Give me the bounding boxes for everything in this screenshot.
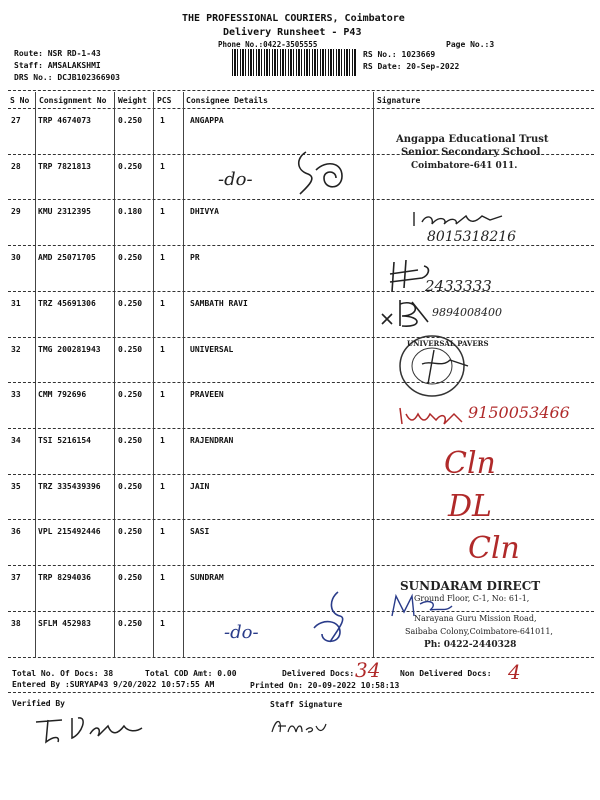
header-rule-top bbox=[8, 90, 594, 91]
col-pcs: PCS bbox=[157, 96, 172, 105]
row-weight: 0.250 bbox=[118, 435, 143, 445]
barcode bbox=[232, 49, 357, 76]
entered-by: Entered By :SURYAP43 9/20/2022 10:57:55 AM bbox=[12, 680, 215, 689]
row-weight: 0.250 bbox=[118, 116, 143, 125]
row-pcs: 1 bbox=[160, 573, 165, 582]
row-consignment: CMM 792696 bbox=[38, 390, 87, 400]
printed-on: Printed On: 20-09-2022 10:58:13 bbox=[250, 681, 400, 690]
row-weight: 0.250 bbox=[118, 527, 143, 537]
phone-33: 9150053466 bbox=[468, 403, 570, 422]
sundram-stamp-line1: SUNDARAM DIRECT bbox=[400, 579, 541, 593]
row-consignment: SFLM 452983 bbox=[38, 618, 91, 628]
row-consignment: AMD 25071705 bbox=[38, 253, 96, 263]
row-sno: 34 bbox=[11, 435, 21, 445]
col-signature: Signature bbox=[377, 96, 421, 105]
row-divider bbox=[8, 428, 594, 429]
row-consignee: RAJENDRAN bbox=[190, 435, 234, 445]
row-sno: 36 bbox=[11, 527, 21, 537]
row-sno: 27 bbox=[11, 116, 21, 125]
row-divider bbox=[8, 291, 594, 292]
row-divider bbox=[8, 519, 594, 520]
col-divider bbox=[183, 92, 184, 657]
row-sno: 30 bbox=[11, 253, 21, 263]
row-divider bbox=[8, 245, 594, 246]
row-consignee: PR bbox=[190, 253, 200, 263]
row-consignee: ANGAPPA bbox=[190, 116, 224, 125]
row-consignee: SAMBATH RAVI bbox=[190, 298, 248, 308]
universal-stamp-text: UNIVERSAL PAVERS bbox=[407, 339, 489, 348]
row-consignment: VPL 215492446 bbox=[38, 527, 101, 537]
page-number: Page No.:3 bbox=[446, 40, 495, 49]
phone-30: 2433333 bbox=[425, 277, 492, 295]
signature-28 bbox=[294, 148, 364, 198]
header-rule-bottom bbox=[8, 108, 594, 109]
row-pcs: 1 bbox=[160, 344, 165, 354]
col-sno: S No bbox=[10, 96, 30, 105]
footer-rule-bottom bbox=[8, 692, 594, 693]
delivered-count: 34 bbox=[355, 658, 381, 682]
row-pcs: 1 bbox=[160, 207, 165, 217]
staff-signature bbox=[268, 712, 328, 738]
col-consignment: Consignment No bbox=[39, 96, 107, 105]
row-pcs: 1 bbox=[160, 116, 165, 125]
row-divider bbox=[8, 337, 594, 338]
angappa-stamp-line3: Coimbatore-641 011. bbox=[411, 161, 518, 171]
footer-rule-top bbox=[8, 657, 594, 658]
row-divider bbox=[8, 382, 594, 383]
row-weight: 0.180 bbox=[118, 207, 143, 217]
rs-date: RS Date: 20-Sep-2022 bbox=[363, 62, 460, 71]
drs-number: DRS No.: DCJB102366903 bbox=[14, 73, 120, 82]
row-consignment: TMG 200281943 bbox=[38, 344, 101, 354]
row-consignee: UNIVERSAL bbox=[190, 344, 234, 354]
row-pcs: 1 bbox=[160, 481, 165, 491]
row-sno: 31 bbox=[11, 298, 21, 308]
ditto-mark-38: -do- bbox=[224, 622, 259, 643]
col-consignee: Consignee Details bbox=[186, 96, 268, 105]
row-consignee: DHIVYA bbox=[190, 207, 219, 217]
angappa-stamp-line1: Angappa Educational Trust bbox=[396, 134, 549, 145]
row-sno: 35 bbox=[11, 481, 21, 491]
row-consignment: TRP 4674073 bbox=[38, 116, 91, 125]
phone-31: 9894008400 bbox=[432, 306, 502, 319]
signature-31 bbox=[378, 294, 438, 334]
row-pcs: 1 bbox=[160, 298, 165, 308]
sundram-stamp-line2: Ground Floor, C-1, No: 61-1, bbox=[414, 594, 530, 603]
row-weight: 0.250 bbox=[118, 481, 143, 491]
signature-33 bbox=[396, 402, 476, 430]
cln-mark-34: Cln bbox=[444, 446, 496, 481]
row-divider bbox=[8, 199, 594, 200]
row-consignment: TSI 5216154 bbox=[38, 435, 91, 445]
row-consignment: TRP 8294036 bbox=[38, 573, 91, 582]
row-consignee: SASI bbox=[190, 527, 210, 537]
row-consignee: JAIN bbox=[190, 481, 210, 491]
angappa-stamp-line2: Senior Secondary School bbox=[401, 147, 541, 158]
row-consignment: TRP 7821813 bbox=[38, 161, 91, 171]
sundram-stamp-line5: Ph: 0422-2440328 bbox=[424, 640, 517, 650]
row-weight: 0.250 bbox=[118, 161, 143, 171]
row-weight: 0.250 bbox=[118, 344, 143, 354]
non-delivered-docs-label: Non Delivered Docs: bbox=[400, 669, 492, 678]
staff-name: Staff: AMSALAKSHMI bbox=[14, 61, 101, 70]
row-pcs: 1 bbox=[160, 618, 165, 628]
row-consignment: KMU 2312395 bbox=[38, 207, 91, 217]
col-divider bbox=[114, 92, 115, 657]
row-pcs: 1 bbox=[160, 161, 165, 171]
row-weight: 0.250 bbox=[118, 573, 143, 582]
verifier-signature bbox=[32, 712, 152, 746]
col-divider bbox=[373, 92, 374, 657]
col-weight: Weight bbox=[118, 96, 147, 105]
staff-signature-label: Staff Signature bbox=[270, 700, 343, 709]
row-sno: 38 bbox=[11, 618, 21, 628]
row-pcs: 1 bbox=[160, 253, 165, 263]
row-pcs: 1 bbox=[160, 527, 165, 537]
row-consignment: TRZ 335439396 bbox=[38, 481, 101, 491]
phone-29: 8015318216 bbox=[427, 229, 517, 245]
row-sno: 33 bbox=[11, 390, 21, 400]
cln-mark-36: Cln bbox=[468, 531, 520, 566]
total-docs: Total No. Of Docs: 38 bbox=[12, 669, 114, 678]
dl-mark-35: DL bbox=[448, 489, 492, 524]
row-weight: 0.250 bbox=[118, 390, 143, 400]
signature-38 bbox=[300, 588, 370, 646]
row-weight: 0.250 bbox=[118, 298, 143, 308]
col-divider bbox=[35, 92, 36, 657]
row-sno: 32 bbox=[11, 344, 21, 354]
verified-by-label: Verified By bbox=[12, 699, 65, 708]
row-consignment: TRZ 45691306 bbox=[38, 298, 96, 308]
row-consignee: PRAVEEN bbox=[190, 390, 224, 400]
row-sno: 37 bbox=[11, 573, 21, 582]
delivered-docs-label: Delivered Docs: bbox=[282, 669, 355, 678]
signature-37 bbox=[386, 590, 456, 620]
row-consignee: SUNDRAM bbox=[190, 573, 224, 582]
sundram-stamp-line3: Narayana Guru Mission Road, bbox=[414, 614, 537, 623]
phone-number: Phone No.:0422-3505555 bbox=[218, 40, 318, 49]
row-pcs: 1 bbox=[160, 435, 165, 445]
row-sno: 28 bbox=[11, 161, 21, 171]
row-weight: 0.250 bbox=[118, 618, 143, 628]
ditto-mark-28: -do- bbox=[218, 169, 253, 190]
col-divider bbox=[153, 92, 154, 657]
rs-number: RS No.: 1023669 bbox=[363, 50, 436, 59]
route: Route: NSR RD-1-43 bbox=[14, 49, 101, 58]
company-title: THE PROFESSIONAL COURIERS, Coimbatore bbox=[182, 13, 405, 24]
row-pcs: 1 bbox=[160, 390, 165, 400]
total-cod: Total COD Amt: 0.00 bbox=[145, 669, 237, 678]
row-weight: 0.250 bbox=[118, 253, 143, 263]
runsheet-subtitle: Delivery Runsheet - P43 bbox=[223, 27, 362, 38]
row-divider bbox=[8, 474, 594, 475]
row-sno: 29 bbox=[11, 207, 21, 217]
non-delivered-count: 4 bbox=[508, 660, 521, 684]
signature-29 bbox=[410, 208, 530, 230]
sundram-stamp-line4: Saibaba Colony,Coimbatore-641011, bbox=[405, 627, 553, 636]
